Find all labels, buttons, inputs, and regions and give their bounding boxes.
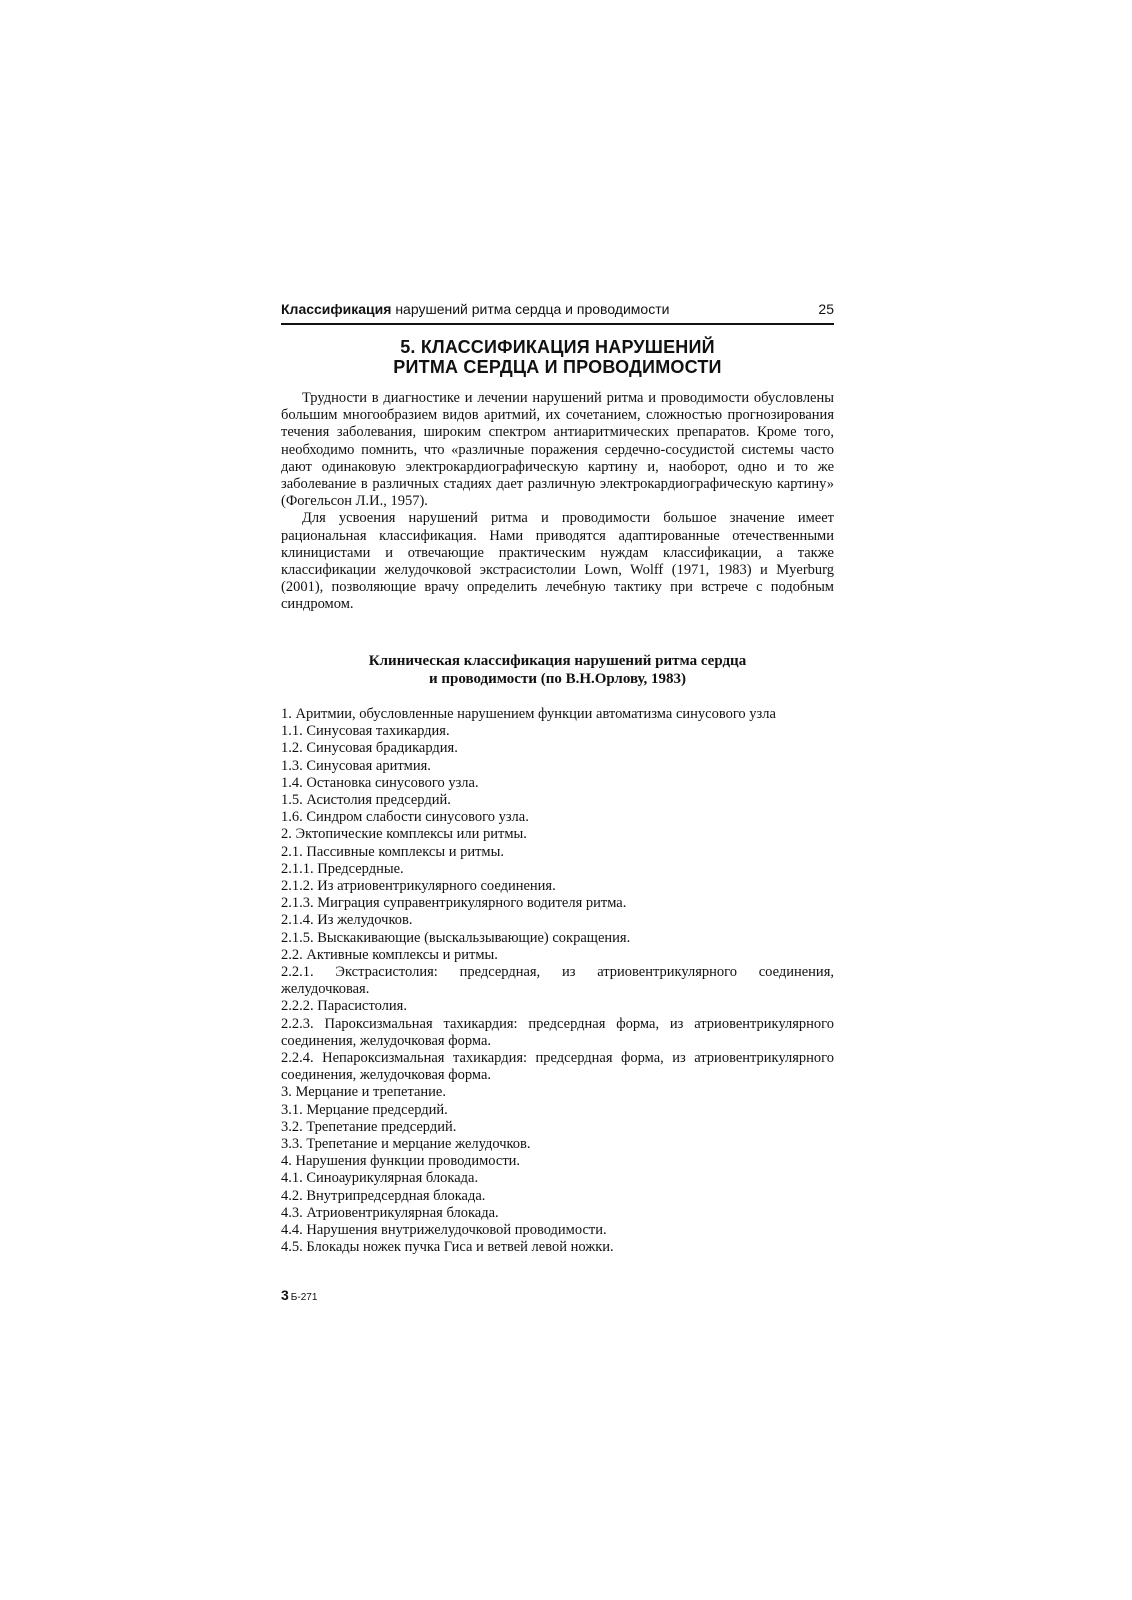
item-number: 2.1.1. <box>281 860 314 877</box>
list-item <box>281 740 834 757</box>
item-number: 1.4. <box>281 774 303 791</box>
item-number: 4.4. <box>281 1222 303 1239</box>
item-number: 2.2.1. <box>281 964 314 981</box>
item-text: Миграция суправентрикулярного водителя ритма. <box>317 895 627 912</box>
list-item <box>281 826 834 843</box>
chapter-title-line-1: 5. КЛАССИФИКАЦИЯ НАРУШЕНИЙ <box>400 337 715 357</box>
item-number: 3.2. <box>281 1118 303 1135</box>
item-text: Блокады ножек пучка Гиса и ветвей левой ножки. <box>306 1239 614 1256</box>
item-number: 1.3. <box>281 757 303 774</box>
item-number: 4. <box>281 1153 292 1170</box>
item-number: 1. <box>281 706 292 722</box>
item-text: Выскакивающие (выскальзывающие) сокращения. <box>317 929 631 946</box>
header-rule <box>281 323 834 325</box>
list-item <box>281 775 834 792</box>
list-item <box>281 947 834 964</box>
list-item <box>281 998 834 1015</box>
list-item <box>281 895 834 912</box>
paragraph-classification-note: Для усвоения нарушений ритма и проводимости большое значение имеет рациональная классификация. Нами приводятся адаптированные отечественными клиницистами и отвечающие практическим нуждам классификации, а также классификации желудочковой экстрасистолии Lown, Wolff (1971, 1983) и Myerburg (2001), позволяющие врачу определить лечебную тактику при встрече с подобным синдромом. <box>281 510 834 613</box>
list-item <box>281 861 834 878</box>
item-text: Синусовая тахикардия. <box>306 723 450 740</box>
list-item <box>281 809 834 826</box>
list-item <box>281 1102 834 1119</box>
item-number: 1.5. <box>281 792 303 809</box>
list-item <box>281 792 834 809</box>
running-head <box>281 298 834 320</box>
item-text: Активные комплексы и ритмы. <box>306 946 498 963</box>
item-text: Пароксизмальная тахикардия: предсердная форма, из атриовентрикулярного соединения, желудочковая форма. <box>281 1015 835 1049</box>
item-number: 4.5. <box>281 1239 303 1256</box>
classification-heading-line-2: и проводимости (по В.Н.Орлову, 1983) <box>428 671 687 687</box>
list-item <box>281 706 834 723</box>
item-text: Синоаурикулярная блокада. <box>306 1170 479 1187</box>
list-item <box>281 1016 834 1050</box>
item-text: Предсердные. <box>317 860 404 877</box>
list-item <box>281 964 834 998</box>
item-number: 2.2.3. <box>281 1015 314 1032</box>
list-item <box>281 723 834 740</box>
item-number: 2.2. <box>281 946 303 963</box>
item-text: Мерцание предсердий. <box>306 1101 448 1118</box>
item-text: Эктопические комплексы или ритмы. <box>295 826 527 843</box>
item-text: Внутрипредсердная блокада. <box>306 1187 486 1204</box>
running-title-bold: Классификация <box>281 301 392 317</box>
item-number: 2.2.2. <box>281 998 314 1015</box>
item-number: 3.1. <box>281 1101 303 1118</box>
list-item <box>281 1136 834 1153</box>
item-number: 2.2.4. <box>281 1050 314 1067</box>
body-text <box>281 390 834 614</box>
item-number: 2.1. <box>281 843 303 860</box>
list-item <box>281 1153 834 1170</box>
item-text: Из желудочков. <box>317 912 413 929</box>
item-text: Синусовая брадикардия. <box>306 740 458 757</box>
list-item <box>281 758 834 775</box>
chapter-title <box>281 337 834 377</box>
item-number: 1.6. <box>281 809 303 826</box>
list-item <box>281 1084 834 1101</box>
item-number: 3.3. <box>281 1136 303 1153</box>
classification-list <box>281 706 834 1257</box>
list-item <box>281 1188 834 1205</box>
list-item <box>281 1170 834 1187</box>
page-number: 25 <box>818 301 834 317</box>
item-text: Экстрасистолия: предсердная, из атриовентрикулярного соединения, желудочковая. <box>281 964 834 998</box>
item-text: Трепетание и мерцание желудочков. <box>306 1136 531 1153</box>
paragraph-intro: Трудности в диагностике и лечении нарушений ритма и проводимости обусловлены большим многообразием видов аритмий, их сочетанием, сложностью прогнозирования течения заболевания, широким спектром антиаритмических препаратов. Кроме того, необходимо помнить, что «различные поражения сердечно-сосудистой системы часто дают одинаковую электрокардиографическую картину и, наоборот, одно и то же заболевание в различных стадиях дает различную электрокардиографическую картину» (Фогельсон Л.И., 1957). <box>281 390 834 510</box>
signature-code: Б-271 <box>290 1292 318 1303</box>
classification-heading-line-1: Клиническая классификация нарушений ритма сердца <box>368 653 747 669</box>
item-number: 4.1. <box>281 1170 303 1187</box>
item-number: 1.1. <box>281 723 303 740</box>
list-item <box>281 1119 834 1136</box>
running-title <box>281 298 669 320</box>
item-text: Нарушения внутрижелудочковой проводимости. <box>306 1222 607 1239</box>
item-text: Асистолия предсердий. <box>306 792 451 809</box>
signature-number: 3 <box>281 1287 289 1303</box>
item-number: 2.1.5. <box>281 929 314 946</box>
item-text: Синдром слабости синусового узла. <box>306 809 529 826</box>
item-text: Из атриовентрикулярного соединения. <box>317 878 556 895</box>
printer-signature <box>281 1287 317 1306</box>
item-text: Непароксизмальная тахикардия: предсердная форма, из атриовентрикулярного соединения, желудочковая форма. <box>281 1050 835 1084</box>
item-text: Нарушения функции проводимости. <box>295 1153 521 1170</box>
list-item <box>281 1222 834 1239</box>
chapter-title-line-2: РИТМА СЕРДЦА И ПРОВОДИМОСТИ <box>393 357 722 377</box>
list-item <box>281 878 834 895</box>
list-item <box>281 912 834 929</box>
running-title-rest: нарушений ритма сердца и проводимости <box>391 301 670 317</box>
item-text: Атриовентрикулярная блокада. <box>306 1204 499 1221</box>
item-number: 4.3. <box>281 1204 303 1221</box>
list-item <box>281 1239 834 1256</box>
classification-heading <box>281 652 834 688</box>
item-text: Парасистолия. <box>317 998 407 1015</box>
item-text: Пассивные комплексы и ритмы. <box>306 843 504 860</box>
item-text: Аритмии, обусловленные нарушением функции автоматизма синусового узла <box>295 706 776 722</box>
item-text: Мерцание и трепетание. <box>295 1084 446 1101</box>
list-item <box>281 1205 834 1222</box>
item-number: 4.2. <box>281 1187 303 1204</box>
list-item <box>281 1050 834 1084</box>
list-item <box>281 844 834 861</box>
item-number: 2.1.3. <box>281 895 314 912</box>
item-text: Остановка синусового узла. <box>306 774 479 791</box>
item-number: 2.1.2. <box>281 878 314 895</box>
list-item <box>281 930 834 947</box>
item-number: 1.2. <box>281 740 303 757</box>
item-number: 2.1.4. <box>281 912 314 929</box>
item-text: Синусовая аритмия. <box>306 757 431 774</box>
item-number: 2. <box>281 826 292 843</box>
item-text: Трепетание предсердий. <box>306 1118 457 1135</box>
item-number: 3. <box>281 1084 292 1101</box>
